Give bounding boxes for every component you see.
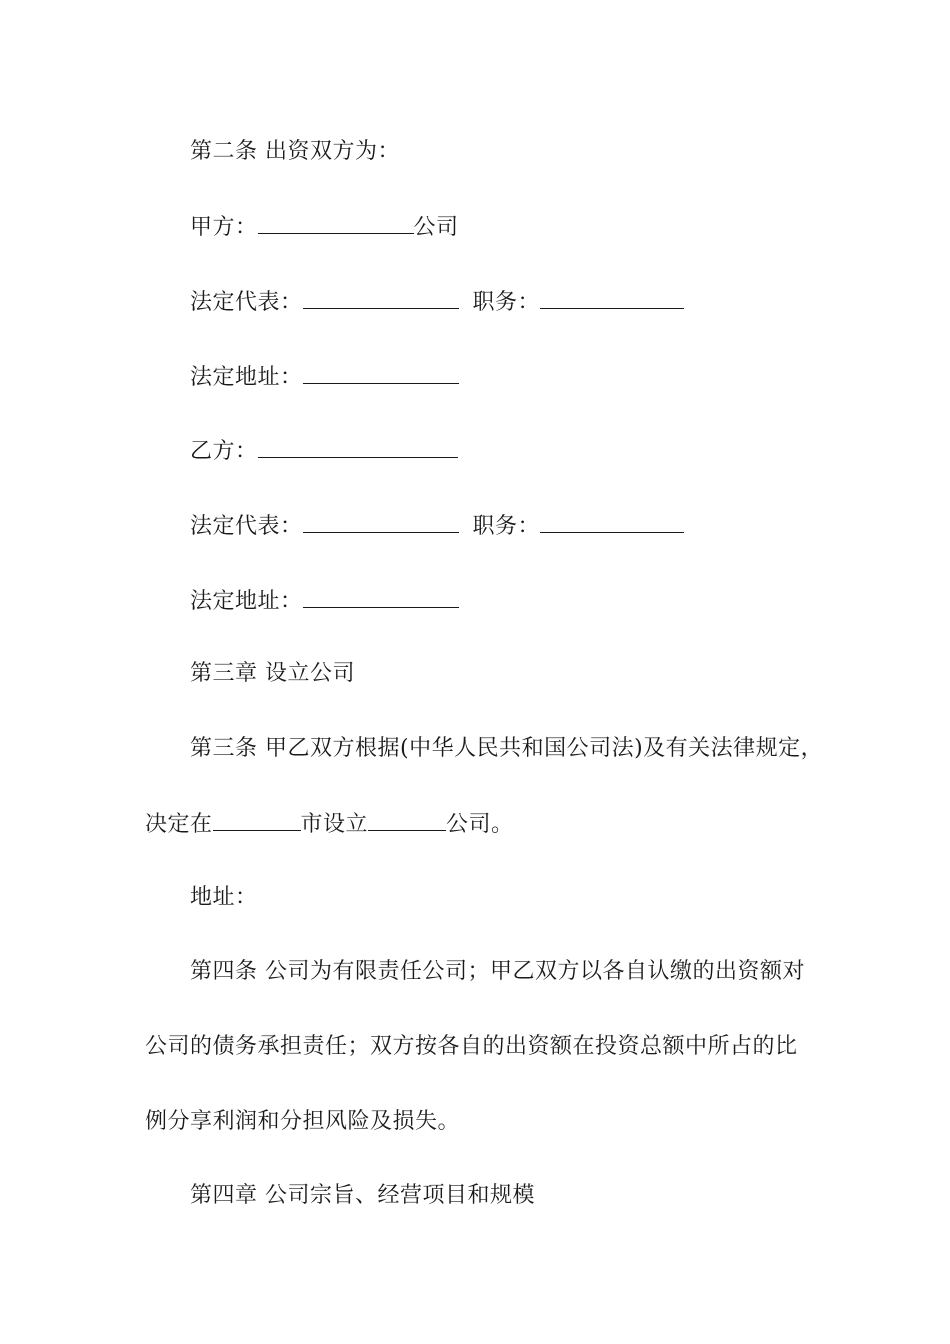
article-4-line-1 <box>190 957 805 987</box>
party-b-line <box>190 435 458 467</box>
article-2-text: 第二条 出资双方为： <box>190 139 400 164</box>
address-label: 法定地址： <box>190 365 303 390</box>
article-4-text-3: 例分享利润和分担风险及损失。 <box>145 1109 461 1134</box>
address-label: 法定地址： <box>190 589 303 614</box>
party-b-blank <box>258 435 458 458</box>
article-2-heading <box>190 137 400 167</box>
party-b-label: 乙方： <box>190 439 258 464</box>
address-blank <box>303 361 459 384</box>
article-3-text-2a: 决定在 <box>145 812 213 837</box>
article-3-text-2b: 市设立 <box>300 812 369 837</box>
position-label: 职务： <box>472 290 541 315</box>
article-3-text-1: 第三条 甲乙双方根据(中华人民共和国公司法)及有关法律规定， <box>190 736 824 761</box>
party-a-rep-line <box>190 286 684 318</box>
company-address-line <box>190 883 258 913</box>
city-blank <box>213 808 301 831</box>
article-4-text-2: 公司的债务承担责任；双方按各自的出资额在投资总额中所占的比 <box>145 1034 798 1059</box>
chapter-4-heading <box>190 1181 535 1211</box>
position-label: 职务： <box>472 514 541 539</box>
party-a-blank <box>258 211 414 234</box>
chapter-3-heading <box>190 659 355 689</box>
article-4-line-2 <box>145 1032 798 1062</box>
article-3-line-1 <box>190 734 823 764</box>
party-a-label: 甲方： <box>190 215 258 240</box>
position-blank <box>540 510 684 533</box>
rep-blank <box>303 510 459 533</box>
rep-label: 法定代表： <box>190 290 303 315</box>
chapter-4-text: 第四章 公司宗旨、经营项目和规模 <box>190 1183 535 1208</box>
article-3-line-2 <box>145 808 514 840</box>
chapter-3-text: 第三章 设立公司 <box>190 661 355 686</box>
position-blank <box>540 286 684 309</box>
article-4-line-3 <box>145 1107 460 1137</box>
party-a-suffix: 公司 <box>413 215 459 240</box>
rep-blank <box>303 286 459 309</box>
company-blank <box>368 808 446 831</box>
party-b-rep-line <box>190 510 684 542</box>
article-4-text-1: 第四条 公司为有限责任公司；甲乙双方以各自认缴的出资额对 <box>190 959 805 984</box>
address-blank <box>303 585 459 608</box>
rep-label: 法定代表： <box>190 514 303 539</box>
party-a-address-line <box>190 361 459 393</box>
company-address-label: 地址： <box>190 885 258 910</box>
party-a-line <box>190 211 459 243</box>
party-b-address-line <box>190 585 459 617</box>
article-3-text-2c: 公司。 <box>446 812 514 837</box>
